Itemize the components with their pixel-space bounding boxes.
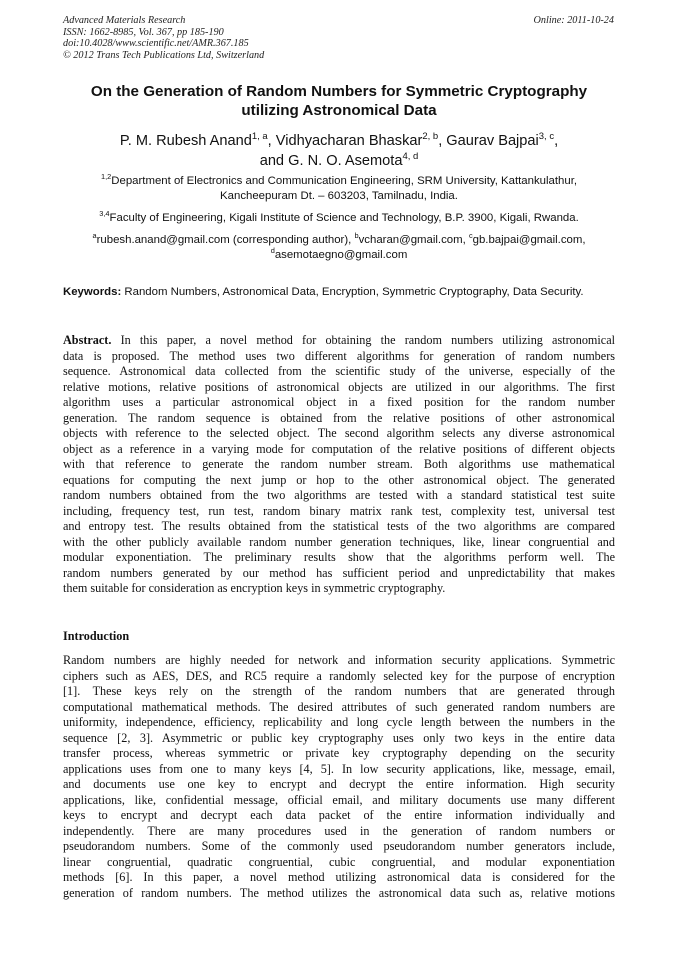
author-line-1 bbox=[60, 131, 618, 151]
author-line-2 bbox=[60, 151, 618, 171]
author-name: G. N. O. Asemota bbox=[288, 153, 403, 169]
intro-line: computational mathematical methods. The desired attributes of such generated random numbers are bbox=[63, 699, 615, 714]
intro-line: keys to encrypt and decrypt each data packet of the entire information individually and bbox=[63, 808, 615, 822]
copyright-line: © 2012 Trans Tech Publications Ltd, Switzerland bbox=[63, 49, 265, 61]
email-superscript: c bbox=[468, 231, 473, 241]
email-text: asemotaegno@gmail.com bbox=[274, 249, 408, 261]
affiliation-text: Department of Electronics and Communication Engineering, SRM University, Kattankulathur, bbox=[111, 175, 578, 187]
abstract-line: with that reference to generate the random number stream. Both algorithms use mathematical bbox=[63, 457, 615, 471]
keywords-label: Keywords: bbox=[63, 286, 122, 298]
email-text: rubesh.anand@gmail.com (corresponding author), bbox=[96, 234, 355, 246]
email-text: gb.bajpai@gmail.com, bbox=[472, 234, 586, 246]
intro-line: sequence [2, 3]. Asymmetric or public key cryptography uses only two keys in the entire data bbox=[63, 730, 615, 745]
intro-line: methods [6]. In this paper, a novel method utilizing astronomical data is considered for the bbox=[63, 870, 615, 884]
intro-line: [1]. These keys rely on the strength of the random numbers that are generated through bbox=[63, 684, 615, 698]
author-list bbox=[60, 131, 618, 171]
author-name: Vidhyacharan Bhaskar bbox=[275, 133, 423, 149]
author-separator: , bbox=[267, 133, 276, 149]
abstract-line: modular exponentiation. The preliminary results show that the algorithms perform well. The bbox=[63, 550, 615, 564]
abstract-line: object as a reference in a varying mode for computation of the relative positions of different objects bbox=[63, 441, 615, 456]
intro-line: applications uses from one to many keys [4, 5]. In low security applications, like, message, email, bbox=[63, 761, 615, 776]
intro-line: generation of random numbers. The method utilizes the astronomical data such as, relative motions bbox=[63, 885, 615, 900]
abstract-line: including, frequency test, run test, random binary matrix rank test, complexity test, universal test bbox=[63, 503, 615, 518]
abstract-line: them suitable for consideration as encryption keys in symmetric cryptography. bbox=[63, 581, 446, 595]
intro-line: and documents use one key to encrypt and decrypt the entire information. High security bbox=[63, 777, 615, 791]
author-emails bbox=[60, 233, 618, 263]
email-superscript: b bbox=[354, 231, 359, 241]
intro-line: uniformity, independence, efficiency, replicability and long cycle length between the numbers in the bbox=[63, 715, 615, 729]
abstract-line: relative motions, relative positions of astronomical objects are utilized in our algorithms. The first bbox=[63, 379, 615, 394]
abstract-line: data is proposed. The method uses two different algorithms for generation of random numbers bbox=[63, 348, 615, 363]
author-name: P. M. Rubesh Anand bbox=[119, 133, 252, 149]
online-date: Online: 2011-10-24 bbox=[533, 15, 614, 26]
abstract-line: sequence. Astronomical data collected from the scientific study of the universe, especially of the bbox=[63, 364, 615, 378]
keywords bbox=[63, 285, 615, 300]
author-superscript: 2, b bbox=[422, 130, 439, 142]
affiliation-2 bbox=[60, 211, 618, 226]
intro-line: applications, like, confidential message, official email, and military documents use many different bbox=[63, 792, 615, 807]
intro-line: pseudorandom numbers. Some of the commonly used pseudorandom number generators include, bbox=[63, 839, 615, 853]
journal-name: Advanced Materials Research bbox=[63, 15, 186, 26]
abstract-line: algorithm uses a particular astronomical object in a fixed position for the random number bbox=[63, 395, 615, 409]
section-heading: Introduction bbox=[63, 629, 130, 643]
abstract-line: objects with reference to the selected object. The second algorithm selects any diverse astronomical bbox=[63, 426, 615, 440]
intro-line: independently. There are many procedures used in the generation of random numbers or bbox=[63, 823, 615, 838]
email-superscript: d bbox=[270, 246, 275, 256]
affiliation-text: Kancheepuram Dt. – 603203, Tamilnadu, India. bbox=[220, 190, 458, 202]
title-line-1: On the Generation of Random Numbers for Symmetric Cryptography bbox=[90, 83, 588, 100]
email-text: vcharan@gmail.com, bbox=[358, 234, 469, 246]
keywords-text: Random Numbers, Astronomical Data, Encryption, Symmetric Cryptography, Data Security. bbox=[124, 286, 584, 298]
abstract-line: generation. The random sequence is obtained from the relative positions of other astronomical bbox=[63, 410, 615, 425]
author-superscript: 1, a bbox=[251, 130, 268, 142]
paper-title bbox=[60, 82, 618, 120]
affiliation-superscript: 3,4 bbox=[99, 209, 110, 219]
intro-line: linear congruential, quadratic congruential, cubic congruential, and modular exponentiation bbox=[63, 854, 615, 869]
author-conjunction: and bbox=[259, 153, 289, 169]
author-superscript: 4, d bbox=[402, 150, 419, 162]
abstract-line bbox=[63, 333, 615, 349]
abstract-line: random numbers obtained from the two algorithms are tested with a standard statistical test suite bbox=[63, 488, 615, 502]
affiliation-superscript: 1,2 bbox=[100, 172, 112, 182]
abstract-line: random numbers generated by our method has sufficient period and unpredictability that makes bbox=[63, 565, 615, 580]
affiliation-1 bbox=[60, 174, 618, 204]
author-name: Gaurav Bajpai bbox=[446, 133, 539, 149]
author-separator: , bbox=[438, 133, 447, 149]
abstract bbox=[63, 333, 615, 597]
abstract-line: equations for computing the next jump or hop to the other astronomical object. The generated bbox=[63, 472, 615, 487]
email-superscript: a bbox=[92, 231, 97, 241]
title-line-2: utilizing Astronomical Data bbox=[241, 102, 437, 119]
doi-line: doi:10.4028/www.scientific.net/AMR.367.185 bbox=[63, 38, 249, 50]
journal-header bbox=[63, 15, 264, 61]
intro-line: Random numbers are highly needed for network and information security applications. Symmetric bbox=[63, 653, 615, 667]
introduction-body bbox=[63, 653, 615, 901]
intro-line: ciphers such as AES, DES, and RC5 require a randomly selected key for the purpose of encryption bbox=[63, 668, 615, 683]
affiliation-text: Faculty of Engineering, Kigali Institute of Science and Technology, B.P. 3900, Kigali, Rwanda. bbox=[109, 212, 579, 224]
abstract-text: In this paper, a novel method for obtaining the random numbers utilizing astronomical bbox=[120, 333, 615, 347]
issn-line: ISSN: 1662-8985, Vol. 367, pp 185-190 bbox=[63, 26, 224, 38]
author-superscript: 3, c bbox=[538, 130, 555, 142]
abstract-label: Abstract. bbox=[63, 333, 112, 347]
author-separator: , bbox=[554, 133, 559, 149]
intro-line: transfer process, whereas symmetric or private key cryptography depending on the security bbox=[63, 746, 615, 760]
abstract-line: with the other publicly available random number generation techniques, like, linear congruential and bbox=[63, 534, 615, 549]
abstract-line: and entropy test. The results obtained from the statistical tests of the two algorithms are compared bbox=[63, 519, 615, 533]
